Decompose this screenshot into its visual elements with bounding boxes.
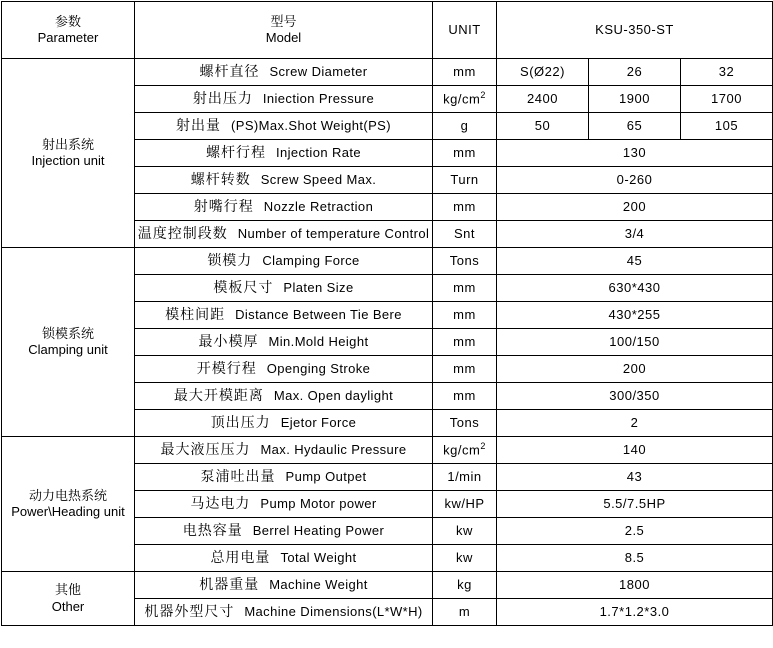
- row-item-en: Max. Open daylight: [273, 388, 394, 404]
- row-item-label: [135, 356, 433, 383]
- group-label-cn: 锁模系统: [41, 325, 94, 341]
- row-value: 300/350: [497, 383, 773, 410]
- row-item-cn: 总用电量: [210, 549, 271, 566]
- row-item-en: Nozzle Retraction: [263, 199, 374, 215]
- row-value-1: 26: [589, 59, 681, 86]
- row-unit: mm: [433, 329, 497, 356]
- row-item-cn: 电热容量: [182, 522, 243, 539]
- row-value: 5.5/7.5HP: [497, 491, 773, 518]
- row-item-label: [135, 545, 433, 572]
- row-item-label: [135, 167, 433, 194]
- row-unit: mm: [433, 194, 497, 221]
- specification-table: [1, 1, 773, 626]
- row-item-label: [135, 86, 433, 113]
- row-item-cn: 螺杆转数: [190, 171, 251, 188]
- header-parameter-cn: 参数: [54, 13, 81, 29]
- row-item-label: [135, 194, 433, 221]
- row-unit: kw: [433, 545, 497, 572]
- header-model: [135, 2, 433, 59]
- row-item-cn: 温度控制段数: [137, 225, 228, 242]
- header-parameter: [2, 2, 135, 59]
- row-value-0: 2400: [497, 86, 589, 113]
- row-item-cn: 马达电力: [190, 495, 251, 512]
- row-item-cn: 最大开模距离: [173, 387, 264, 404]
- header-model-value: KSU-350-ST: [497, 2, 773, 59]
- row-value: 2.5: [497, 518, 773, 545]
- header-parameter-en: Parameter: [37, 30, 99, 45]
- group-label-en: Other: [51, 598, 85, 614]
- row-item-cn: 射出量: [176, 117, 222, 134]
- row-item-en: Pump Outpet: [285, 469, 367, 485]
- group-label-cn: 其他: [54, 582, 81, 598]
- row-value: 0-260: [497, 167, 773, 194]
- group-cell-3: [2, 572, 135, 626]
- row-value: 130: [497, 140, 773, 167]
- row-item-cn: 机器重量: [199, 576, 260, 593]
- row-unit: Snt: [433, 221, 497, 248]
- row-item-label: [135, 140, 433, 167]
- group-label-en: Power\Heading unit: [11, 504, 125, 519]
- row-item-en: Iniection Pressure: [262, 91, 375, 107]
- header-model-en: Model: [265, 30, 302, 45]
- row-unit: Tons: [433, 248, 497, 275]
- row-value-0: S(Ø22): [497, 59, 589, 86]
- row-unit: mm: [433, 383, 497, 410]
- row-unit: g: [433, 113, 497, 140]
- row-item-cn: 开模行程: [196, 360, 257, 377]
- row-unit: kw/HP: [433, 491, 497, 518]
- row-item-label: [135, 518, 433, 545]
- row-value: 1800: [497, 572, 773, 599]
- row-item-en: Berrel Heating Power: [252, 523, 385, 539]
- group-label-cn: 射出系统: [41, 136, 94, 152]
- row-value: 45: [497, 248, 773, 275]
- row-item-en: Distance Between Tie Bere: [235, 307, 402, 323]
- table-row: [2, 572, 773, 599]
- row-item-cn: 泵浦吐出量: [200, 468, 276, 485]
- row-value: 100/150: [497, 329, 773, 356]
- row-item-cn: 顶出压力: [210, 414, 271, 431]
- row-value: 200: [497, 194, 773, 221]
- row-value: 43: [497, 464, 773, 491]
- header-unit: UNIT: [433, 2, 497, 59]
- row-item-cn: 螺杆行程: [205, 144, 266, 161]
- row-item-cn: 射嘴行程: [193, 198, 254, 215]
- row-item-en: Machine Dimensions(L*W*H): [244, 604, 423, 620]
- row-item-cn: 锁模力: [207, 252, 253, 269]
- row-value: 630*430: [497, 275, 773, 302]
- row-item-en: Openging Stroke: [266, 361, 371, 377]
- row-item-label: [135, 383, 433, 410]
- row-unit: mm: [433, 140, 497, 167]
- group-label-cn: 动力电热系统: [28, 487, 107, 503]
- row-unit: $kg/cm^2$: [433, 437, 497, 464]
- row-unit: Turn: [433, 167, 497, 194]
- row-value-2: 32: [681, 59, 773, 86]
- row-item-en: Screw Diameter: [269, 64, 368, 80]
- row-item-label: [135, 59, 433, 86]
- row-value: 3/4: [497, 221, 773, 248]
- row-unit: Tons: [433, 410, 497, 437]
- row-item-en: Max. Hydaulic Pressure: [260, 442, 407, 458]
- row-value-0: 50: [497, 113, 589, 140]
- group-label-en: Injection unit: [31, 153, 105, 168]
- row-unit: kw: [433, 518, 497, 545]
- row-value: 430*255: [497, 302, 773, 329]
- row-value: 1.7*1.2*3.0: [497, 599, 773, 626]
- row-unit: kg: [433, 572, 497, 599]
- row-item-cn: 机器外型尺寸: [144, 603, 235, 620]
- row-value-1: 65: [589, 113, 681, 140]
- row-unit: mm: [433, 59, 497, 86]
- row-unit: 1/min: [433, 464, 497, 491]
- row-item-en: Total Weight: [280, 550, 357, 566]
- row-item-label: [135, 410, 433, 437]
- row-value: 200: [497, 356, 773, 383]
- row-item-en: Min.Mold Height: [268, 334, 369, 350]
- row-item-en: (PS)Max.Shot Weight(PS): [231, 118, 391, 134]
- row-unit: mm: [433, 302, 497, 329]
- row-item-label: [135, 113, 433, 140]
- row-unit: $kg/cm^2$: [433, 86, 497, 113]
- row-item-label: [135, 572, 433, 599]
- row-item-cn: 模柱间距: [165, 306, 226, 323]
- row-item-en: Machine Weight: [269, 577, 368, 593]
- row-value: 2: [497, 410, 773, 437]
- row-value: 8.5: [497, 545, 773, 572]
- row-item-label: [135, 221, 433, 248]
- row-item-label: [135, 275, 433, 302]
- row-item-label: [135, 248, 433, 275]
- row-item-label: [135, 491, 433, 518]
- row-item-en: Platen Size: [283, 280, 354, 296]
- row-value: 140: [497, 437, 773, 464]
- row-item-label: [135, 464, 433, 491]
- row-unit: mm: [433, 356, 497, 383]
- group-cell-1: [2, 248, 135, 437]
- row-value-1: 1900: [589, 86, 681, 113]
- row-item-label: [135, 599, 433, 626]
- header-model-cn: 型号: [270, 13, 297, 29]
- row-unit: mm: [433, 275, 497, 302]
- row-item-en: Pump Motor power: [260, 496, 377, 512]
- table-row: [2, 248, 773, 275]
- row-item-cn: 螺杆直径: [199, 63, 260, 80]
- row-item-cn: 最大液压压力: [160, 441, 251, 458]
- row-item-label: [135, 437, 433, 464]
- row-item-cn: 射出压力: [192, 90, 253, 107]
- row-item-cn: 最小模厚: [198, 333, 259, 350]
- group-cell-2: [2, 437, 135, 572]
- row-item-label: [135, 329, 433, 356]
- row-unit: m: [433, 599, 497, 626]
- row-item-en: Clamping Force: [262, 253, 360, 269]
- row-value-2: 1700: [681, 86, 773, 113]
- table-row: [2, 59, 773, 86]
- table-header-row: [2, 2, 773, 59]
- group-cell-0: [2, 59, 135, 248]
- table-row: [2, 437, 773, 464]
- row-item-en: Number of temperature Control: [237, 226, 430, 242]
- row-value-2: 105: [681, 113, 773, 140]
- row-item-en: Injection Rate: [275, 145, 362, 161]
- row-item-label: [135, 302, 433, 329]
- row-item-en: Ejetor Force: [280, 415, 357, 431]
- row-item-en: Screw Speed Max.: [260, 172, 377, 188]
- row-item-cn: 模板尺寸: [213, 279, 274, 296]
- group-label-en: Clamping unit: [28, 342, 108, 357]
